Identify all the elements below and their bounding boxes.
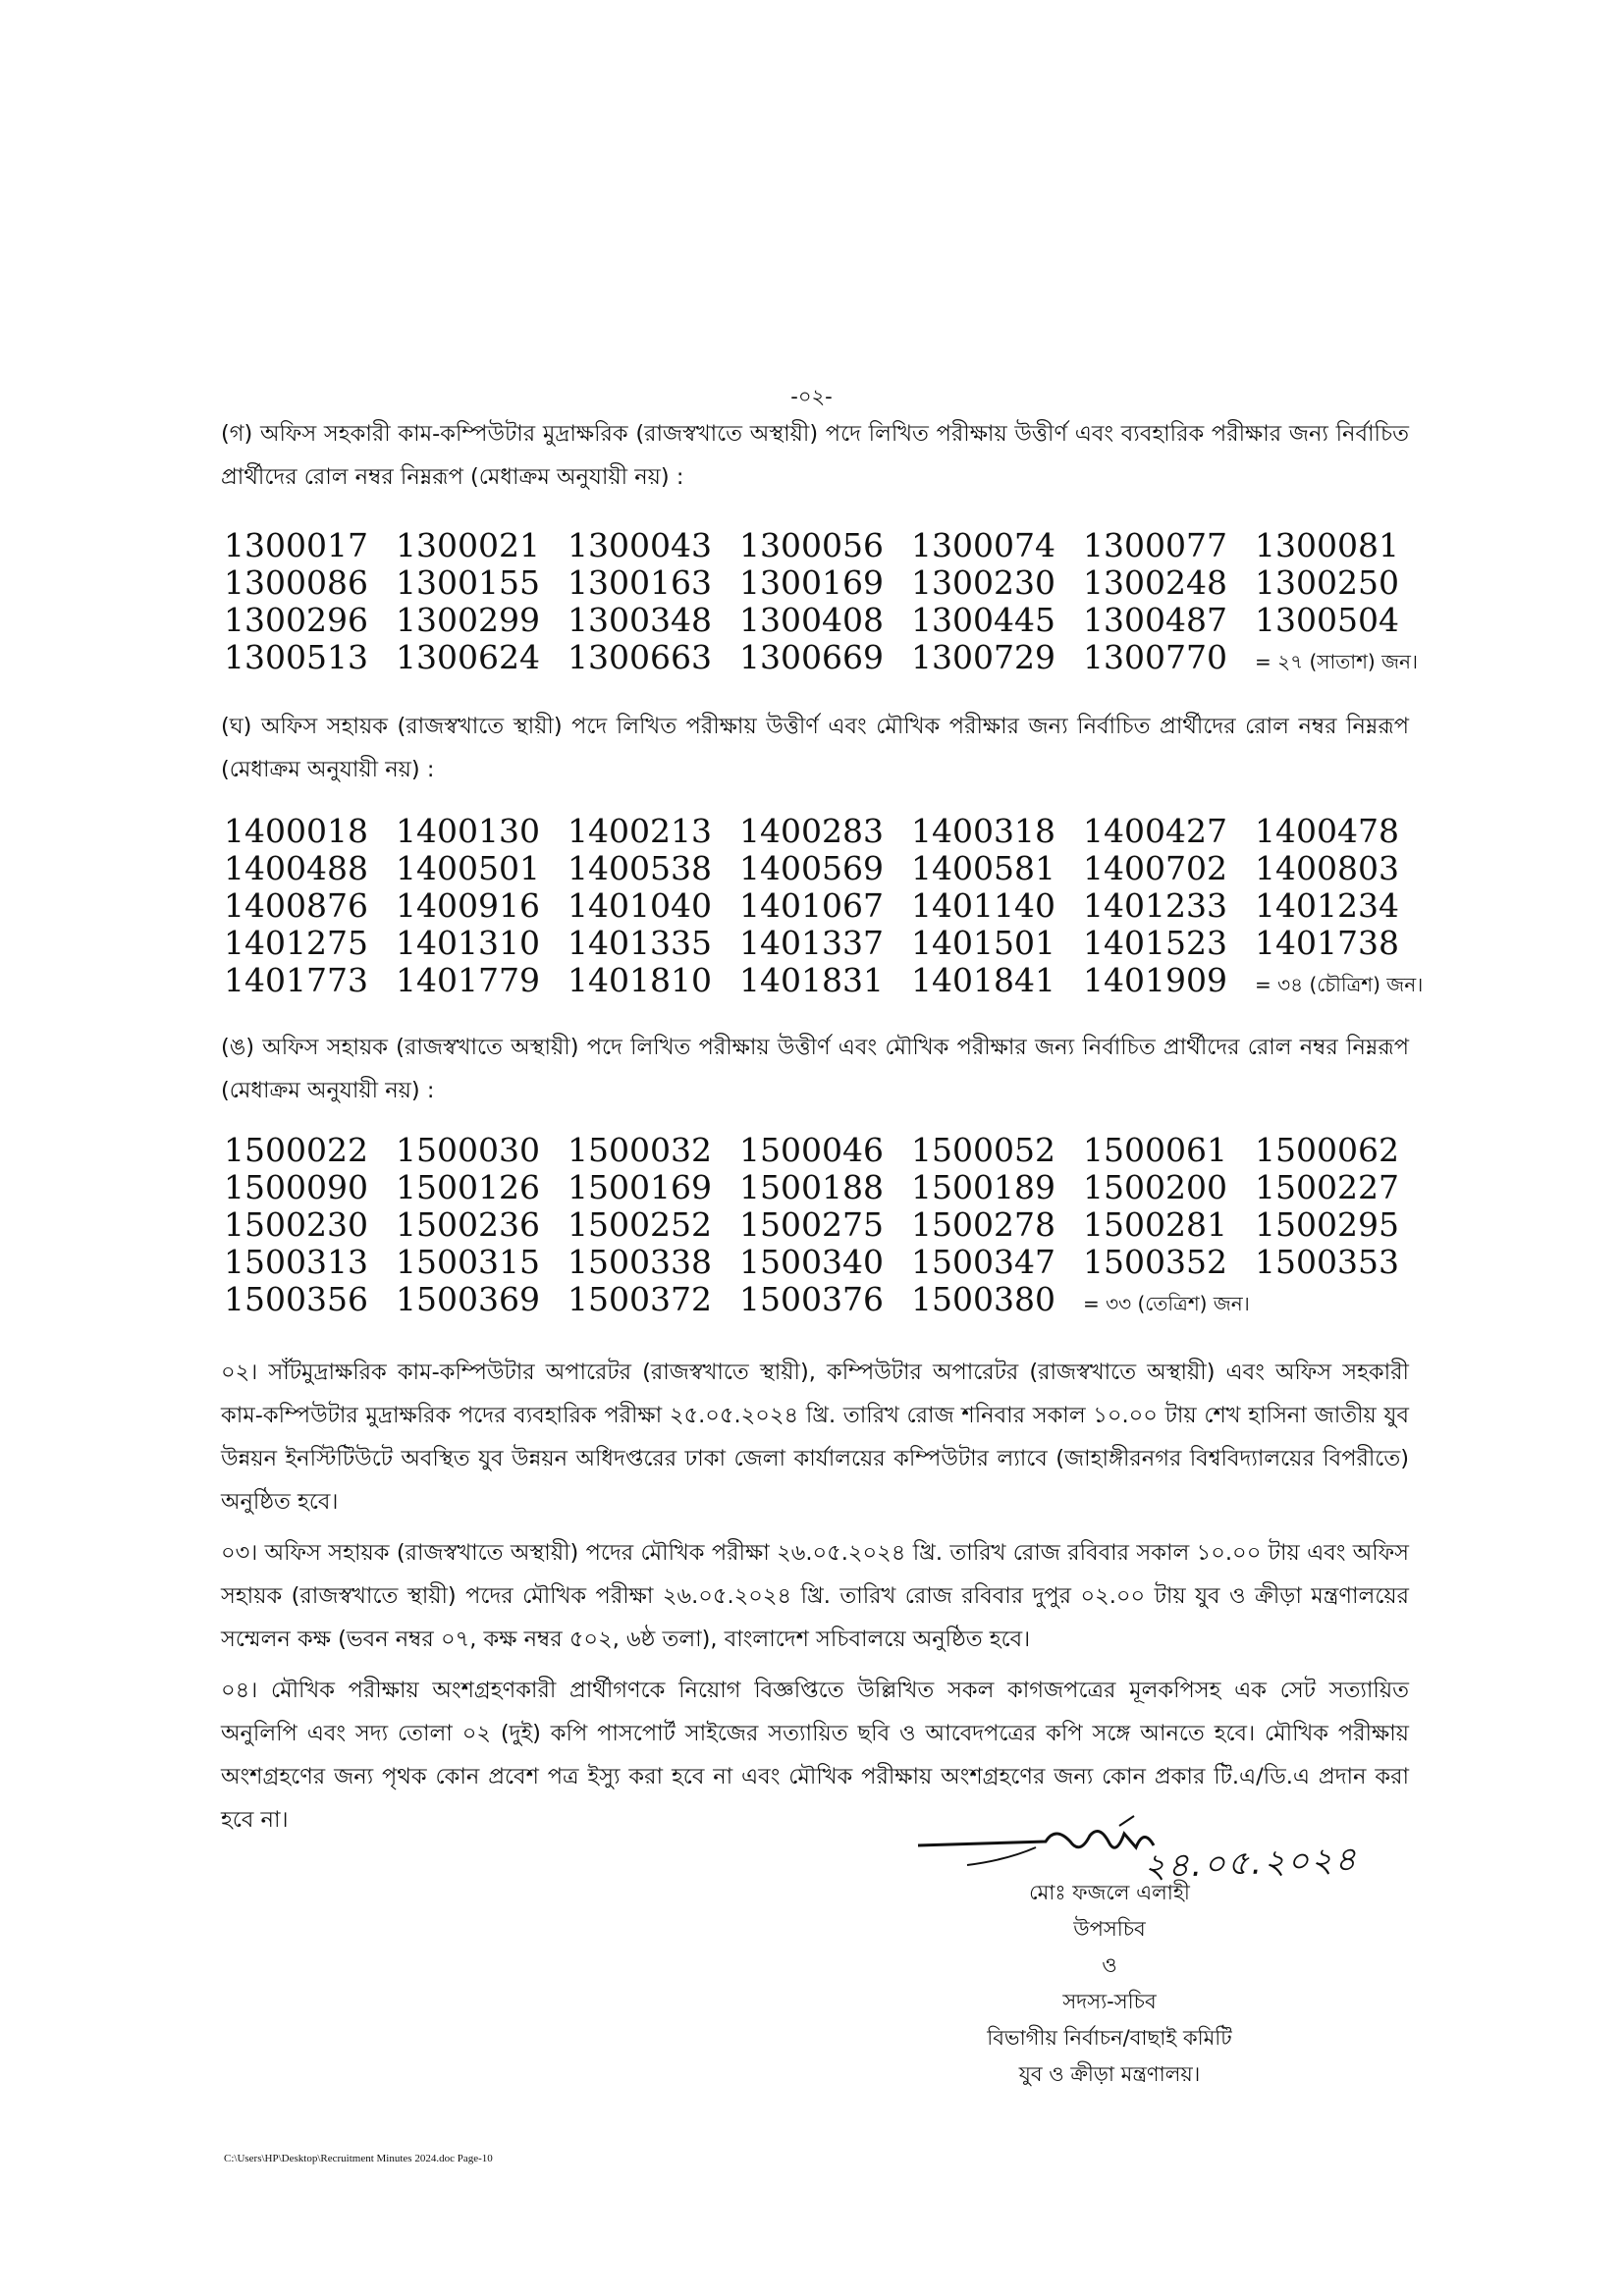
roll-number: 1400501 [396,849,540,887]
roll-number: 1300770 [1083,638,1227,676]
roll-number: 1400318 [911,812,1055,850]
roll-number: 1300669 [739,638,884,676]
roll-number: 1300445 [911,601,1055,639]
roll-number: 1400702 [1083,849,1227,887]
roll-number: 1300169 [739,563,884,602]
roll-row [224,602,1441,639]
roll-number: 1400916 [396,886,540,925]
roll-number: 1401233 [1083,886,1227,925]
roll-total: = ২৭ (সাতাশ) জন। [1255,650,1419,673]
roll-number: 1300296 [224,601,368,639]
roll-number: 1401067 [739,886,884,925]
roll-number: 1500188 [739,1168,884,1206]
section-ga-roll-grid [224,527,1441,676]
roll-total: = ৩৪ (চৌত্রিশ) জন। [1255,973,1424,996]
footer-file-path: C:\Users\HP\Desktop\Recruitment Minutes 2024.doc Page-10 [224,2153,493,2164]
roll-number: 1400130 [396,812,540,850]
paragraph-02: ০২। সাঁটমুদ্রাক্ষরিক কাম-কম্পিউটার অপারেটর (রাজস্বখাতে স্থায়ী), কম্পিউটার অপারেটর (রাজস্বখাতে অস্থায়ী) এবং অফিস সহকারী কাম-কম্পিউটার মুদ্রাক্ষরিক পদের ব্যবহারিক পরীক্ষা ২৫.০৫.২০২৪ খ্রি. তারিখ রোজ শনিবার সকাল ১০.০০ টায় শেখ হাসিনা জাতীয় যুব উন্নয়ন ইনস্টিটিউটে অবস্থিত যুব উন্নয়ন অধিদপ্তরের ঢাকা জেলা কার্যালয়ের কম্পিউটার ল্যাবে (জাহাঙ্গীরনগর বিশ্ববিদ্যালয়ের বিপরীতে) অনুষ্ঠিত হবে। [221,1360,1409,1515]
roll-row [224,813,1441,850]
roll-number: 1500200 [1083,1168,1227,1206]
roll-total: = ৩৩ (তেত্রিশ) জন। [1083,1292,1250,1315]
signatory-conjunction: ও [1102,1953,1117,1977]
paragraph-04: ০৪। মৌখিক পরীক্ষায় অংশগ্রহণকারী প্রার্থীগণকে নিয়োগ বিজ্ঞপ্তিতে উল্লিখিত সকল কাগজপত্রের মূলকপিসহ এক সেট সত্যায়িত অনুলিপি এবং সদ্য তোলা ০২ (দুই) কপি পাসপোর্ট সাইজের সত্যায়িত ছবি ও আবেদপত্রের কপি সঙ্গে আনতে হবে। মৌখিক পরীক্ষায় অংশগ্রহণের জন্য পৃথক কোন প্রবেশ পত্র ইস্যু করা হবে না এবং মৌখিক পরীক্ষায় অংশগ্রহণের জন্য কোন প্রকার টি.এ/ডি.এ প্রদান করা হবে না। [221,1678,1409,1833]
roll-row [224,564,1441,602]
roll-number: 1500313 [224,1243,368,1281]
roll-number: 1500347 [911,1243,1055,1281]
roll-number: 1401909 [1083,961,1227,999]
roll-row [224,639,1441,676]
roll-number: 1401841 [911,961,1055,999]
roll-number: 1401773 [224,961,368,999]
roll-number: 1500372 [568,1280,712,1318]
roll-number: 1500126 [396,1168,540,1206]
roll-number: 1500236 [396,1205,540,1244]
roll-number: 1401810 [568,961,712,999]
roll-number: 1300077 [1083,526,1227,564]
roll-row [224,887,1441,925]
signature-block [864,1875,1355,2093]
roll-number: 1300081 [1255,526,1399,564]
roll-number: 1500356 [224,1280,368,1318]
page-number: -০২- [790,385,833,408]
roll-number: 1500278 [911,1205,1055,1244]
roll-number: 1400581 [911,849,1055,887]
section-gha-roll-grid [224,813,1441,999]
roll-number: 1300663 [568,638,712,676]
roll-number: 1300248 [1083,563,1227,602]
roll-number: 1401779 [396,961,540,999]
roll-number: 1300017 [224,526,368,564]
roll-row [224,1169,1441,1206]
roll-number: 1500295 [1255,1205,1399,1244]
roll-row [224,527,1441,564]
roll-number: 1500340 [739,1243,884,1281]
roll-row [224,1206,1441,1244]
roll-number: 1500030 [396,1131,540,1169]
roll-number: 1500252 [568,1205,712,1244]
roll-row [224,1281,1441,1318]
roll-number: 1500338 [568,1243,712,1281]
roll-number: 1500352 [1083,1243,1227,1281]
roll-number: 1500052 [911,1131,1055,1169]
section-gha-intro: (ঘ) অফিস সহায়ক (রাজস্বখাতে স্থায়ী) পদে লিখিত পরীক্ষায় উত্তীর্ণ এবং মৌখিক পরীক্ষার জন্য নির্বাচিত প্রার্থীদের রোল নম্বর নিম্নরূপ (মেধাক্রম অনুযায়ী নয়) : [221,714,1409,782]
roll-number: 1300408 [739,601,884,639]
roll-number: 1300299 [396,601,540,639]
roll-number: 1400018 [224,812,368,850]
roll-number: 1401140 [911,886,1055,925]
roll-number: 1500090 [224,1168,368,1206]
roll-number: 1500380 [911,1280,1055,1318]
roll-number: 1300250 [1255,563,1399,602]
roll-row [224,1244,1441,1281]
roll-number: 1300043 [568,526,712,564]
roll-number: 1500061 [1083,1131,1227,1169]
roll-number: 1401275 [224,924,368,962]
roll-number: 1400876 [224,886,368,925]
roll-number: 1300056 [739,526,884,564]
roll-number: 1500376 [739,1280,884,1318]
roll-number: 1400478 [1255,812,1399,850]
roll-number: 1401523 [1083,924,1227,962]
roll-number: 1300230 [911,563,1055,602]
signatory-role: সদস্য-সচিব [1062,1990,1157,2013]
roll-number: 1400803 [1255,849,1399,887]
roll-number: 1300729 [911,638,1055,676]
roll-number: 1401831 [739,961,884,999]
roll-number: 1500227 [1255,1168,1399,1206]
roll-number: 1400488 [224,849,368,887]
roll-row [224,962,1441,999]
paragraph-03: ০৩। অফিস সহায়ক (রাজস্বখাতে অস্থায়ী) পদের মৌখিক পরীক্ষা ২৬.০৫.২০২৪ খ্রি. তারিখ রোজ রবিবার সকাল ১০.০০ টায় এবং অফিস সহায়ক (রাজস্বখাতে স্থায়ী) পদের মৌখিক পরীক্ষা ২৬.০৫.২০২৪ খ্রি. তারিখ রোজ রবিবার দুপুর ০২.০০ টায় যুব ও ক্রীড়া মন্ত্রণালয়ের সম্মেলন কক্ষ (ভবন নম্বর ০৭, কক্ষ নম্বর ৫০২, ৬ষ্ঠ তলা), বাংলাদেশ সচিবালয়ে অনুষ্ঠিত হবে। [221,1540,1409,1652]
roll-number: 1400538 [568,849,712,887]
roll-number: 1300086 [224,563,368,602]
roll-number: 1401040 [568,886,712,925]
roll-number: 1500046 [739,1131,884,1169]
signatory-designation: উপসচিব [1073,1917,1146,1941]
roll-number: 1300074 [911,526,1055,564]
signature-date: ২৪.০৫.২০২৪ [1143,1840,1359,1887]
roll-row [224,1132,1441,1169]
roll-number: 1400427 [1083,812,1227,850]
section-umo-roll-grid [224,1132,1441,1318]
roll-number: 1500315 [396,1243,540,1281]
roll-number: 1400213 [568,812,712,850]
roll-number: 1500189 [911,1168,1055,1206]
roll-number: 1300348 [568,601,712,639]
roll-number: 1500281 [1083,1205,1227,1244]
signatory-name: মোঃ ফজলে এলাহী [1029,1881,1190,1904]
roll-number: 1401310 [396,924,540,962]
roll-number: 1401738 [1255,924,1399,962]
roll-row [224,850,1441,887]
roll-number: 1401335 [568,924,712,962]
roll-number: 1500369 [396,1280,540,1318]
section-umo-intro: (ঙ) অফিস সহায়ক (রাজস্বখাতে অস্থায়ী) পদে লিখিত পরীক্ষায় উত্তীর্ণ এবং মৌখিক পরীক্ষার জন্য নির্বাচিত প্রার্থীদের রোল নম্বর নিম্নরূপ (মেধাক্রম অনুযায়ী নয়) : [221,1035,1409,1103]
roll-number: 1500353 [1255,1243,1399,1281]
roll-number: 1300155 [396,563,540,602]
roll-number: 1401501 [911,924,1055,962]
roll-number: 1401234 [1255,886,1399,925]
roll-number: 1500169 [568,1168,712,1206]
roll-number: 1400283 [739,812,884,850]
roll-number: 1300021 [396,526,540,564]
roll-number: 1500275 [739,1205,884,1244]
roll-number: 1500230 [224,1205,368,1244]
roll-number: 1500032 [568,1131,712,1169]
roll-number: 1401337 [739,924,884,962]
signatory-ministry: যুব ও ক্রীড়া মন্ত্রণালয়। [1018,2062,1201,2086]
roll-number: 1500022 [224,1131,368,1169]
roll-number: 1500062 [1255,1131,1399,1169]
roll-number: 1300504 [1255,601,1399,639]
section-ga-intro: (গ) অফিস সহকারী কাম-কম্পিউটার মুদ্রাক্ষরিক (রাজস্বখাতে অস্থায়ী) পদে লিখিত পরীক্ষায় উত্তীর্ণ এবং ব্যবহারিক পরীক্ষার জন্য নির্বাচিত প্রার্থীদের রোল নম্বর নিম্নরূপ (মেধাক্রম অনুযায়ী নয়) : [221,421,1409,490]
roll-number: 1300624 [396,638,540,676]
roll-number: 1300163 [568,563,712,602]
signatory-committee: বিভাগীয় নির্বাচন/বাছাই কমিটি [987,2026,1232,2050]
roll-number: 1400569 [739,849,884,887]
roll-number: 1300487 [1083,601,1227,639]
roll-number: 1300513 [224,638,368,676]
roll-row [224,925,1441,962]
